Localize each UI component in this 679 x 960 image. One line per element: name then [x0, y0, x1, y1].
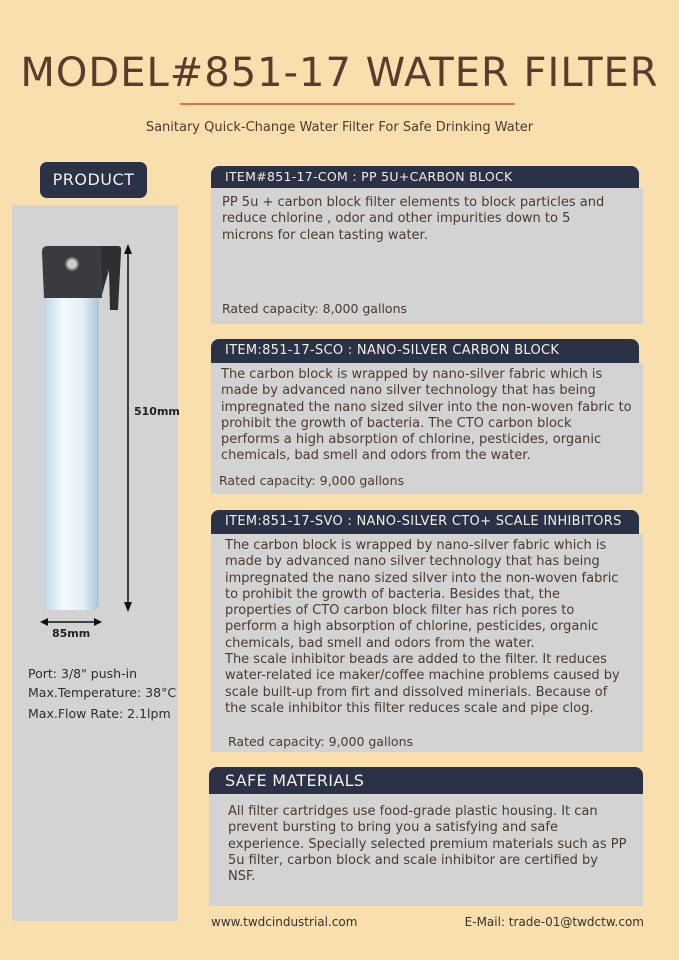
- filter-cartridge-image: [30, 240, 190, 640]
- title-underline: [180, 103, 515, 105]
- max-temperature-spec: Max.Temperature: 38°C: [28, 685, 177, 700]
- item-com-panel: [211, 188, 643, 324]
- safe-materials-description: All filter cartridges use food-grade plastic housing. It can prevent bursting to bring you a satisfying and safe experience. Specially selected premium materials such as PP 5u filter, carbon block and scale inhibitor are certified by NSF.: [228, 804, 627, 885]
- product-label: PRODUCT: [40, 162, 147, 198]
- item-svo-capacity: Rated capacity: 9,000 gallons: [228, 734, 413, 749]
- item-sco-capacity: Rated capacity: 9,000 gallons: [219, 473, 404, 488]
- item-svo-heading: ITEM:851-17-SVO : NANO-SILVER CTO+ SCALE INHIBITORS: [211, 510, 639, 534]
- safe-materials-panel: [209, 794, 643, 906]
- product-specs: [28, 664, 176, 723]
- item-sco-panel: [211, 363, 643, 494]
- width-dimension-label: 85mm: [52, 627, 91, 640]
- item-svo-panel: [211, 534, 643, 752]
- footer-website[interactable]: www.twdcindustrial.com: [211, 915, 358, 929]
- height-dimension-label: 510mm: [134, 405, 180, 418]
- port-spec: Port: 3/8" push-in: [28, 666, 138, 681]
- item-com-heading: ITEM#851-17-COM : PP 5U+CARBON BLOCK: [211, 166, 639, 188]
- max-flow-rate-spec: Max.Flow Rate: 2.1lpm: [28, 706, 171, 721]
- item-sco-description: The carbon block is wrapped by nano-silver fabric which is made by advanced nano silver technology that has being impregnated the nano sized silver into the non-woven fabric to prohibit the growth of bacteria. The CTO carbon block performs a high absorption of chlorine, pesticides, organic chemicals, bad smell and odors from the water.: [221, 367, 632, 464]
- safe-materials-heading: SAFE MATERIALS: [209, 767, 643, 794]
- page-subtitle: Sanitary Quick-Change Water Filter For Safe Drinking Water: [145, 120, 534, 135]
- item-com-capacity: Rated capacity: 8,000 gallons: [222, 301, 407, 316]
- item-sco-heading: ITEM:851-17-SCO : NANO-SILVER CARBON BLOCK: [211, 339, 639, 363]
- footer-email[interactable]: E-Mail: trade-01@twdctw.com: [464, 915, 644, 929]
- item-svo-description: The carbon block is wrapped by nano-silver fabric which is made by advanced nano silver technology that has being impregnated the nano sized silver into the non-woven fabric to prohibit the growth of bacteria. Besides that, the properties of CTO carbon block filter has rich pores to perform a high absorption of chlorine, pesticides, organic chemicals, bad smell and odors from the water. The scale inhibitor beads are added to the filter. It reduces water-related ice maker/coffee machine problems caused by scale built-up from firt and dissolved minerials. Because of the scale inhibitor this filter reduces scale and pipe clog.: [225, 538, 620, 716]
- page-title: MODEL#851-17 WATER FILTER: [20, 50, 659, 96]
- item-com-description: PP 5u + carbon block filter elements to block particles and reduce chlorine , odor and other impurities down to 5 microns for clean tasting water.: [222, 195, 605, 243]
